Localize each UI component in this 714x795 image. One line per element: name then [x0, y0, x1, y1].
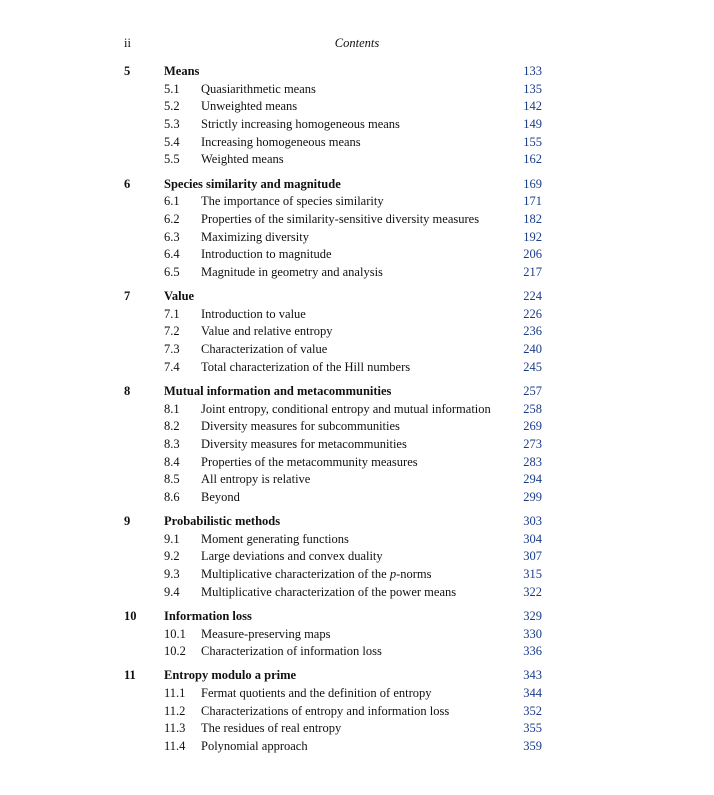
section-title[interactable]: Value and relative entropy — [201, 324, 333, 339]
section-title[interactable]: Moment generating functions — [201, 531, 349, 546]
section-page-number[interactable]: 304 — [523, 531, 542, 546]
section-title[interactable]: The residues of real entropy — [201, 721, 342, 736]
section-entry[interactable] — [0, 489, 714, 507]
section-title[interactable]: Multiplicative characterization of the p-norms — [201, 567, 432, 582]
chapter-page-number[interactable]: 169 — [523, 176, 542, 191]
section-number: 7.1 — [164, 306, 180, 321]
section-page-number[interactable]: 206 — [523, 247, 542, 262]
section-number: 6.3 — [164, 229, 180, 244]
section-title[interactable]: Increasing homogeneous means — [201, 134, 361, 149]
section-page-number[interactable]: 245 — [523, 359, 542, 374]
section-number: 7.4 — [164, 359, 180, 374]
section-page-number[interactable]: 322 — [523, 584, 542, 599]
chapter-entry[interactable] — [0, 667, 714, 685]
toc-chapter — [0, 63, 714, 169]
section-page-number[interactable]: 149 — [523, 117, 542, 132]
section-title[interactable]: Joint entropy, conditional entropy and mutual information — [201, 401, 491, 416]
chapter-page-number[interactable]: 329 — [523, 608, 542, 623]
section-page-number[interactable]: 258 — [523, 401, 542, 416]
section-number: 10.2 — [164, 644, 186, 659]
chapter-page-number[interactable]: 257 — [523, 383, 542, 398]
chapter-entry[interactable] — [0, 63, 714, 81]
chapter-entry[interactable] — [0, 288, 714, 306]
section-number: 8.2 — [164, 419, 180, 434]
section-number: 6.4 — [164, 247, 180, 262]
section-number: 8.3 — [164, 436, 180, 451]
section-page-number[interactable]: 307 — [523, 549, 542, 564]
section-entry[interactable] — [0, 359, 714, 377]
chapter-entry[interactable] — [0, 608, 714, 626]
section-page-number[interactable]: 315 — [523, 567, 542, 582]
section-title[interactable]: Beyond — [201, 489, 240, 504]
section-page-number[interactable]: 182 — [523, 211, 542, 226]
chapter-title[interactable]: Entropy modulo a prime — [164, 668, 297, 683]
section-entry[interactable] — [0, 246, 714, 264]
chapter-title[interactable]: Species similarity and magnitude — [164, 176, 341, 191]
chapter-title[interactable]: Information loss — [164, 608, 252, 623]
section-page-number[interactable]: 352 — [523, 703, 542, 718]
chapter-title[interactable]: Probabilistic methods — [164, 514, 281, 529]
section-entry[interactable] — [0, 531, 714, 549]
chapter-page-number[interactable]: 133 — [523, 64, 542, 78]
section-entry[interactable] — [0, 306, 714, 324]
section-number: 5.4 — [164, 134, 180, 149]
section-entry[interactable] — [0, 436, 714, 454]
section-page-number[interactable]: 162 — [523, 152, 542, 167]
section-entry[interactable] — [0, 323, 714, 341]
section-entry[interactable] — [0, 98, 714, 116]
section-entry[interactable] — [0, 81, 714, 99]
section-page-number[interactable]: 171 — [523, 194, 542, 209]
section-title[interactable]: Quasiarithmetic means — [201, 81, 316, 96]
chapter-entry[interactable] — [0, 383, 714, 401]
section-page-number[interactable]: 142 — [523, 99, 542, 114]
section-entry[interactable] — [0, 738, 714, 756]
toc-chapter — [0, 383, 714, 507]
section-title[interactable]: Total characterization of the Hill numbers — [201, 359, 411, 374]
section-entry[interactable] — [0, 151, 714, 169]
chapter-page-number[interactable]: 303 — [523, 514, 542, 529]
section-title[interactable]: Multiplicative characterization of the power means — [201, 584, 457, 599]
section-title[interactable]: Large deviations and convex duality — [201, 549, 383, 564]
chapter-title[interactable]: Value — [164, 289, 195, 304]
chapter-page-number[interactable]: 224 — [523, 289, 542, 304]
section-title[interactable]: Introduction to magnitude — [201, 247, 332, 262]
chapter-number: 10 — [124, 608, 137, 623]
chapter-entry[interactable] — [0, 513, 714, 531]
section-number: 11.1 — [164, 686, 186, 701]
section-entry[interactable] — [0, 720, 714, 738]
section-title[interactable]: Magnitude in geometry and analysis — [201, 264, 383, 279]
section-entry[interactable] — [0, 643, 714, 661]
section-page-number[interactable]: 283 — [523, 454, 542, 469]
section-number: 5.2 — [164, 99, 180, 114]
section-page-number[interactable]: 294 — [523, 472, 542, 487]
chapter-number: 6 — [124, 176, 131, 191]
section-entry[interactable] — [0, 454, 714, 472]
section-title[interactable]: Weighted means — [201, 152, 284, 167]
section-title[interactable]: The importance of species similarity — [201, 194, 384, 209]
section-title[interactable]: All entropy is relative — [201, 472, 311, 487]
section-number: 7.2 — [164, 324, 180, 339]
section-title[interactable]: Characterization of value — [201, 342, 328, 357]
section-title[interactable]: Diversity measures for subcommunities — [201, 419, 400, 434]
section-number: 7.3 — [164, 342, 180, 357]
toc-chapter — [0, 176, 714, 282]
running-header — [0, 36, 714, 54]
section-page-number[interactable]: 269 — [523, 419, 542, 434]
section-title[interactable]: Polynomial approach — [201, 739, 308, 754]
chapter-number: 11 — [124, 668, 136, 683]
section-entry[interactable] — [0, 471, 714, 489]
section-title[interactable]: Measure-preserving maps — [201, 626, 331, 641]
toc-chapter — [0, 513, 714, 601]
section-page-number[interactable]: 155 — [523, 134, 542, 149]
chapter-title[interactable]: Means — [164, 64, 200, 78]
section-page-number[interactable]: 359 — [523, 739, 542, 754]
section-title[interactable]: Fermat quotients and the definition of entropy — [201, 686, 432, 701]
section-page-number[interactable]: 236 — [523, 324, 542, 339]
section-title[interactable]: Diversity measures for metacommunities — [201, 436, 407, 451]
section-page-number[interactable]: 330 — [523, 626, 542, 641]
section-number: 11.3 — [164, 721, 186, 736]
section-title[interactable]: Introduction to value — [201, 306, 306, 321]
section-number: 11.4 — [164, 739, 186, 754]
section-entry[interactable] — [0, 703, 714, 721]
section-page-number[interactable]: 355 — [523, 721, 542, 736]
section-title[interactable]: Strictly increasing homogeneous means — [201, 117, 400, 132]
section-number: 6.2 — [164, 211, 180, 226]
table-of-contents — [0, 63, 714, 756]
chapter-title[interactable]: Mutual information and metacommunities — [164, 383, 392, 398]
toc-chapter — [0, 608, 714, 661]
section-title[interactable]: Characterization of information loss — [201, 644, 382, 659]
section-entry[interactable] — [0, 116, 714, 134]
section-page-number[interactable]: 192 — [523, 229, 542, 244]
section-entry[interactable] — [0, 211, 714, 229]
chapter-number: 9 — [124, 514, 131, 529]
section-number: 9.2 — [164, 549, 180, 564]
chapter-number: 8 — [124, 383, 131, 398]
page-folio: ii — [124, 36, 131, 50]
section-page-number[interactable]: 336 — [523, 644, 542, 659]
section-page-number[interactable]: 344 — [523, 686, 542, 701]
chapter-page-number[interactable]: 343 — [523, 668, 542, 683]
section-number: 5.5 — [164, 152, 180, 167]
section-entry[interactable] — [0, 264, 714, 282]
section-entry[interactable] — [0, 548, 714, 566]
toc-chapter — [0, 667, 714, 755]
section-number: 10.1 — [164, 626, 186, 641]
section-page-number[interactable]: 135 — [523, 81, 542, 96]
chapter-entry[interactable] — [0, 176, 714, 194]
chapter-number: 7 — [124, 289, 131, 304]
section-title[interactable]: Characterizations of entropy and information loss — [201, 703, 450, 718]
section-number: 6.1 — [164, 194, 180, 209]
section-page-number[interactable]: 240 — [523, 342, 542, 357]
section-number: 8.1 — [164, 401, 180, 416]
section-number: 5.1 — [164, 81, 180, 96]
toc-chapter — [0, 288, 714, 376]
section-number: 11.2 — [164, 703, 186, 718]
section-number: 8.4 — [164, 454, 180, 469]
section-entry[interactable] — [0, 418, 714, 436]
section-number: 9.3 — [164, 567, 180, 582]
section-number: 9.1 — [164, 531, 180, 546]
chapter-number: 5 — [124, 64, 131, 78]
section-title[interactable]: Properties of the similarity-sensitive diversity measures — [201, 211, 480, 226]
section-number: 9.4 — [164, 584, 180, 599]
running-title: Contents — [334, 36, 380, 50]
section-page-number[interactable]: 273 — [523, 436, 542, 451]
math-variable: p — [389, 567, 397, 582]
section-number: 8.5 — [164, 472, 180, 487]
section-page-number[interactable]: 217 — [523, 264, 542, 279]
section-page-number[interactable]: 299 — [523, 489, 542, 504]
section-number: 6.5 — [164, 264, 180, 279]
section-entry[interactable] — [0, 134, 714, 152]
section-entry[interactable] — [0, 685, 714, 703]
section-number: 5.3 — [164, 117, 180, 132]
section-entry[interactable] — [0, 193, 714, 211]
section-title[interactable]: Properties of the metacommunity measures — [201, 454, 418, 469]
section-number: 8.6 — [164, 489, 180, 504]
section-entry[interactable] — [0, 566, 714, 584]
section-entry[interactable] — [0, 341, 714, 359]
section-page-number[interactable]: 226 — [523, 306, 542, 321]
section-entry[interactable] — [0, 401, 714, 419]
section-entry[interactable] — [0, 584, 714, 602]
section-title[interactable]: Unweighted means — [201, 99, 298, 114]
section-entry[interactable] — [0, 626, 714, 644]
section-title[interactable]: Maximizing diversity — [201, 229, 309, 244]
section-entry[interactable] — [0, 229, 714, 247]
